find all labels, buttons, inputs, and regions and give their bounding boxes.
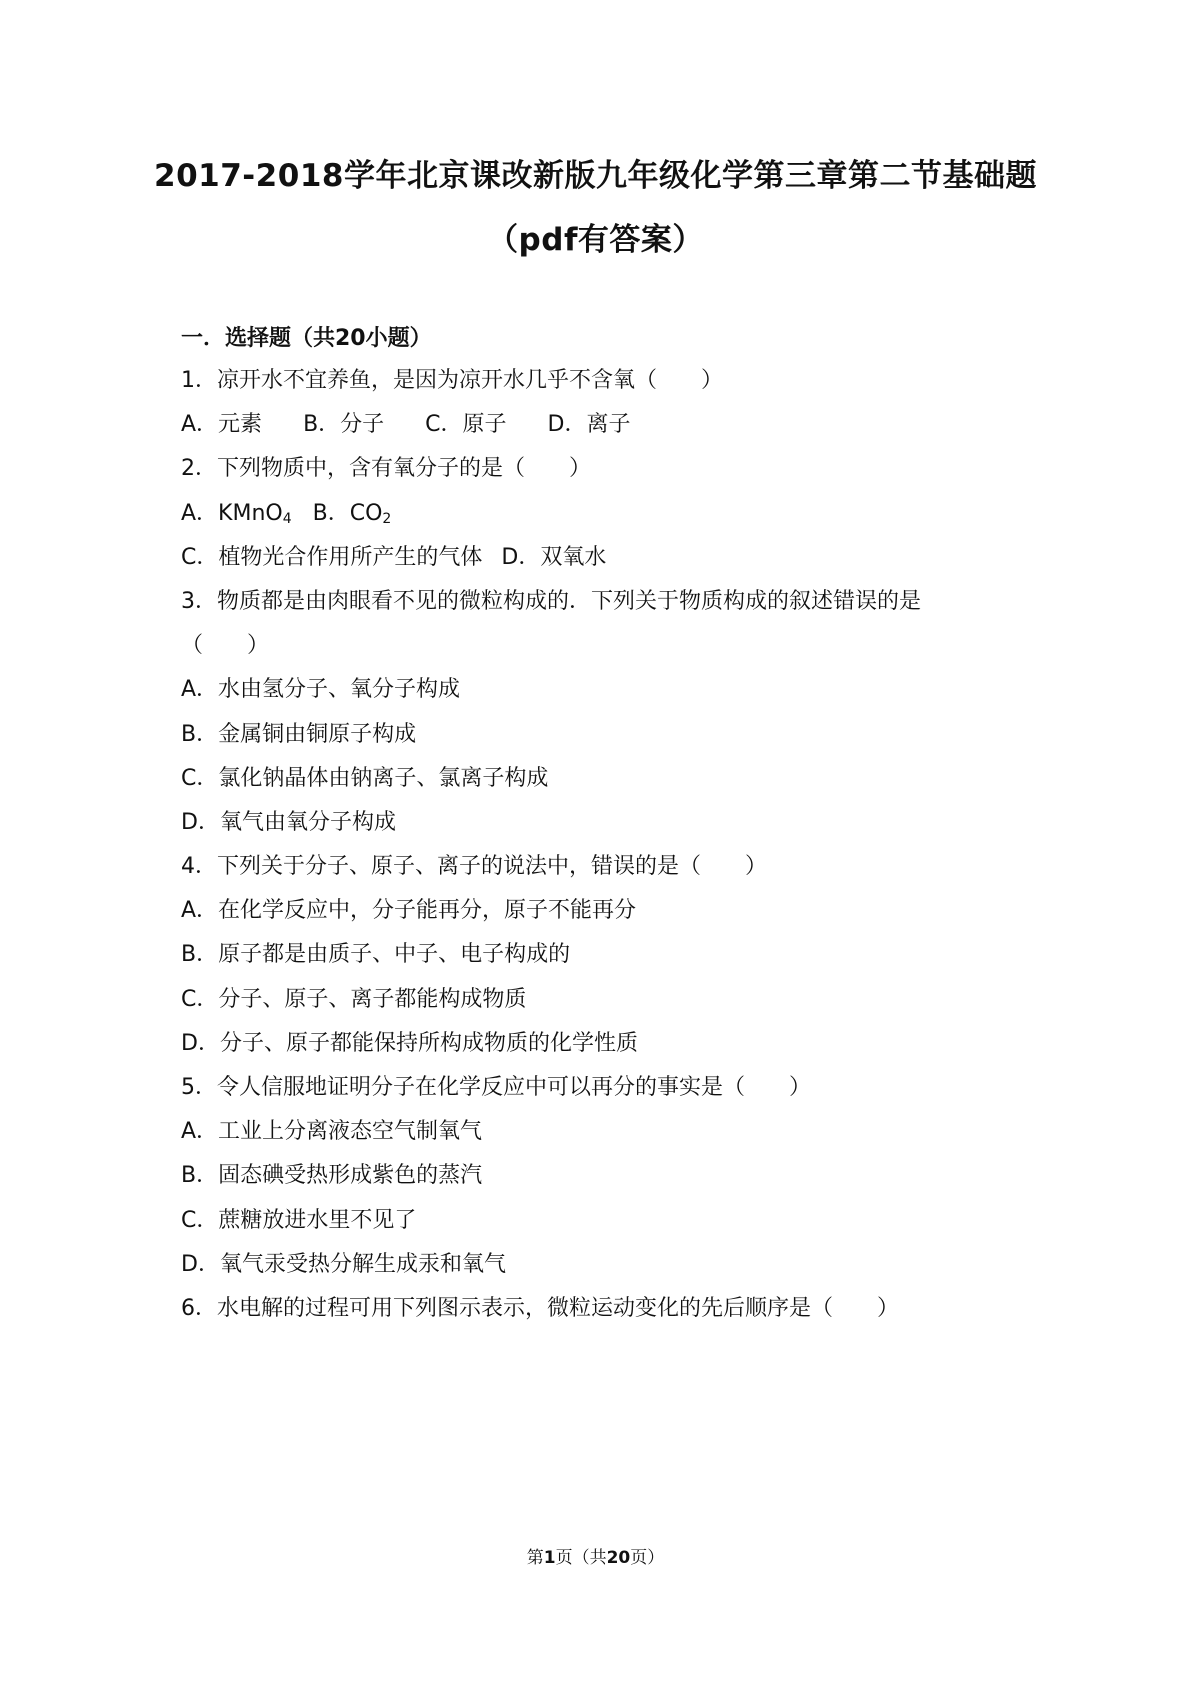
question-4-option-a: A．在化学反应中，分子能再分，原子不能再分 bbox=[181, 898, 637, 923]
question-5-option-a: A．工业上分离液态空气制氧气 bbox=[181, 1119, 483, 1144]
footer-page-number: 1 bbox=[543, 1548, 556, 1568]
question-5-option-d: D．氧气汞受热分解生成汞和氧气 bbox=[181, 1252, 506, 1277]
question-2-stem: 2．下列物质中，含有氧分子的是（ ） bbox=[181, 456, 591, 481]
section-heading: 一．选择题（共20小题） bbox=[181, 326, 432, 351]
question-4-option-d: D．分子、原子都能保持所构成物质的化学性质 bbox=[181, 1031, 638, 1056]
question-5-option-b: B．固态碘受热形成紫色的蒸汽 bbox=[181, 1163, 483, 1188]
document-title-line-1: 2017-2018学年北京课改新版九年级化学第三章第二节基础题 bbox=[154, 158, 1037, 194]
question-3-option-d: D．氧气由氧分子构成 bbox=[181, 810, 396, 835]
question-2-option-a-formula: A．KMnO bbox=[181, 501, 283, 526]
question-5-option-c: C．蔗糖放进水里不见了 bbox=[181, 1208, 417, 1233]
question-1-option-a: A．元素 bbox=[181, 412, 263, 437]
question-4-option-b: B．原子都是由质子、中子、电子构成的 bbox=[181, 942, 571, 967]
question-4-stem: 4．下列关于分子、原子、离子的说法中，错误的是（ ） bbox=[181, 854, 767, 879]
footer-mid: 页（共 bbox=[555, 1548, 607, 1568]
question-1-options bbox=[181, 410, 630, 440]
page-footer bbox=[0, 1546, 1191, 1570]
footer-total-pages: 20 bbox=[606, 1548, 631, 1568]
question-2-option-c: C．植物光合作用所产生的气体 bbox=[181, 545, 483, 570]
question-2-option-b-formula: B．CO bbox=[312, 501, 383, 526]
footer-suffix: 页） bbox=[630, 1548, 665, 1568]
question-6-stem: 6．水电解的过程可用下列图示表示，微粒运动变化的先后顺序是（ ） bbox=[181, 1296, 899, 1321]
question-3-option-b: B．金属铜由铜原子构成 bbox=[181, 722, 417, 747]
question-3-stem-continued: （ ） bbox=[181, 633, 270, 658]
question-4-option-c: C．分子、原子、离子都能构成物质 bbox=[181, 987, 527, 1012]
footer-prefix: 第 bbox=[526, 1548, 544, 1568]
question-1-option-c: C．原子 bbox=[425, 412, 507, 437]
question-2-option-a bbox=[181, 501, 292, 526]
question-2-option-b-subscript: 2 bbox=[382, 511, 392, 527]
question-2-options-cd bbox=[181, 543, 606, 573]
document-title-line-2: （pdf有答案） bbox=[487, 222, 704, 258]
question-2-option-b bbox=[313, 501, 392, 526]
question-3-stem: 3．物质都是由肉眼看不见的微粒构成的．下列关于物质构成的叙述错误的是 bbox=[181, 589, 921, 614]
question-2-option-a-subscript: 4 bbox=[282, 511, 292, 527]
question-1-option-d: D．离子 bbox=[547, 412, 631, 437]
question-2-options-ab bbox=[181, 499, 391, 534]
question-5-stem: 5．令人信服地证明分子在化学反应中可以再分的事实是（ ） bbox=[181, 1075, 811, 1100]
question-1-stem: 1．凉开水不宜养鱼，是因为凉开水几乎不含氧（ ） bbox=[181, 368, 723, 393]
question-3-option-c: C．氯化钠晶体由钠离子、氯离子构成 bbox=[181, 766, 549, 791]
question-2-option-d: D．双氧水 bbox=[501, 545, 607, 570]
question-1-option-b: B．分子 bbox=[303, 412, 385, 437]
question-3-option-a: A．水由氢分子、氧分子构成 bbox=[181, 677, 461, 702]
